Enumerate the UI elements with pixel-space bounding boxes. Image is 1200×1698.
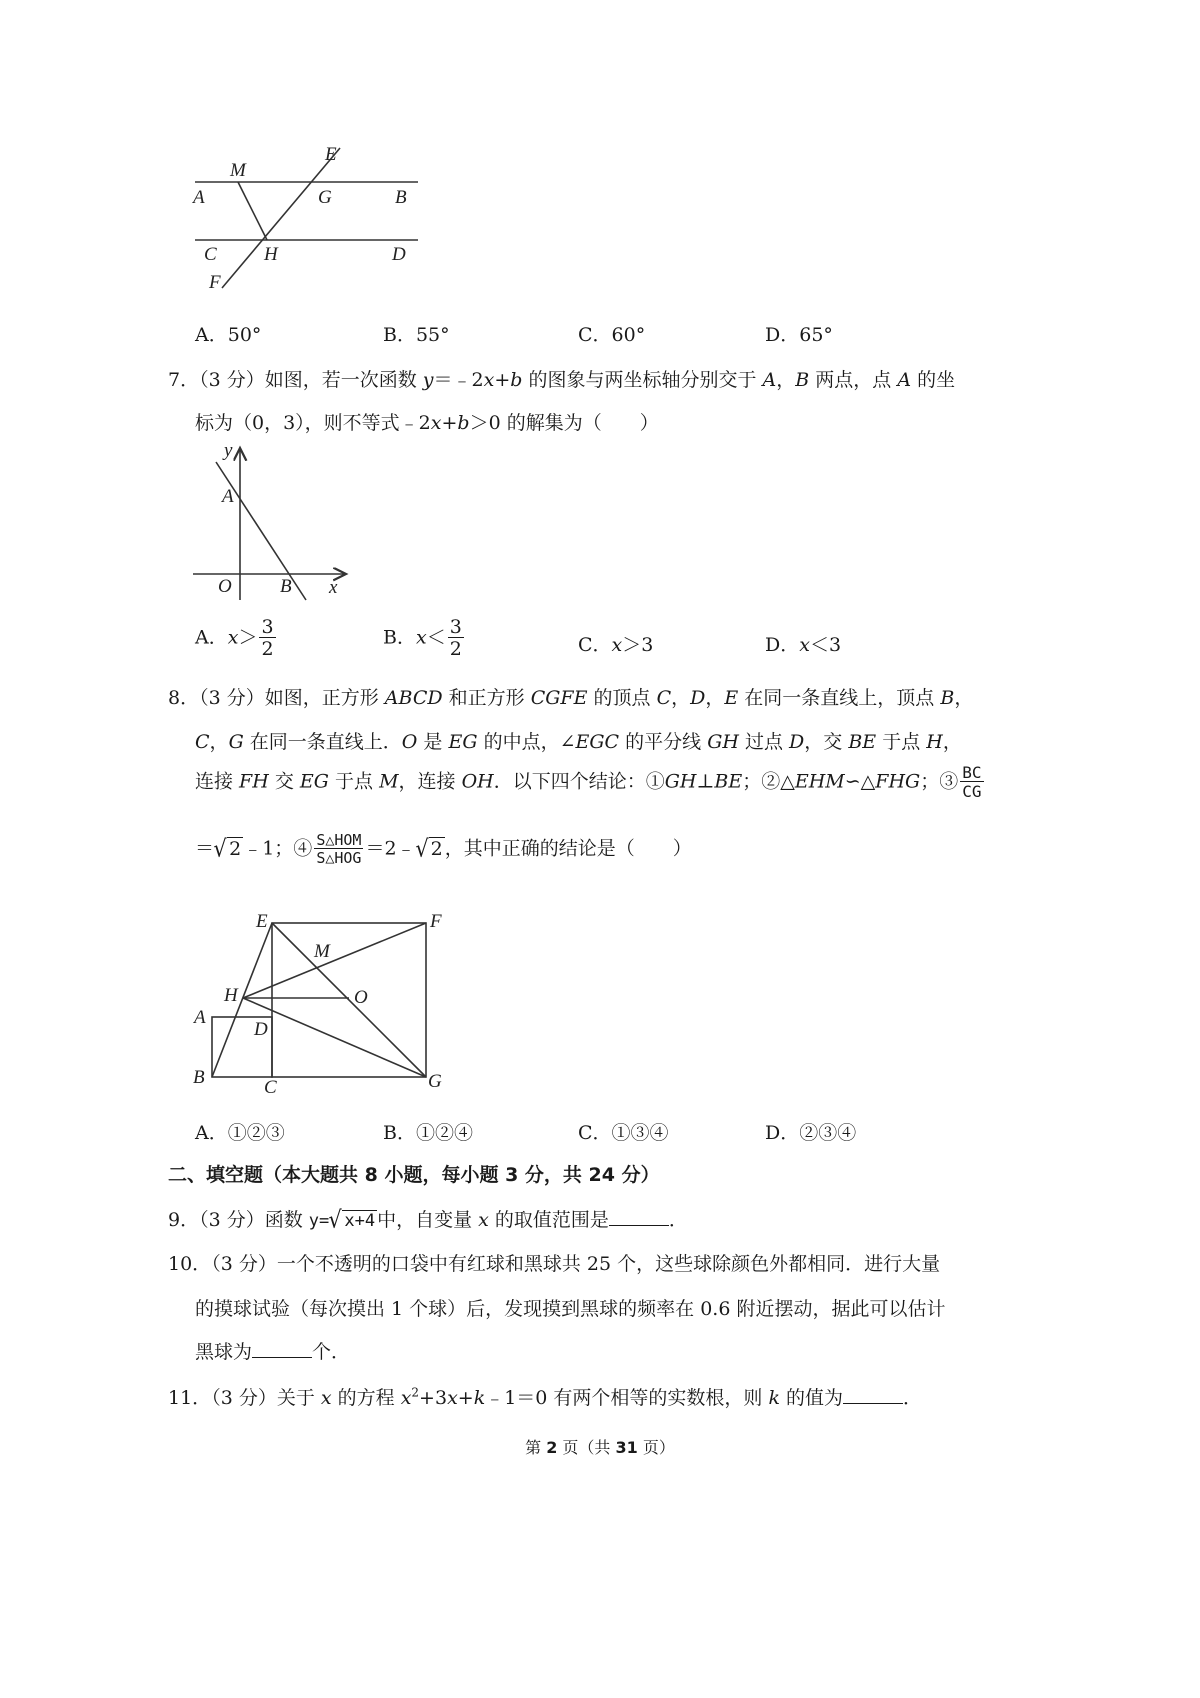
section-2-title: 二、填空题（本大题共 8 小题，每小题 3 分，共 24 分）	[168, 1164, 660, 1186]
total-pages: 31	[615, 1438, 638, 1457]
segment-hg	[243, 998, 426, 1077]
q10-line3: 黑球为 个．	[195, 1341, 351, 1363]
label-F: F	[209, 272, 221, 293]
q11-line: 11．（3 分）关于 x 的方程 $x^2+3x+k﹣1=0$ 有两个相等的实数根，则 k 的值为 ．	[168, 1385, 923, 1409]
q8-figure	[188, 905, 458, 1095]
q6-option-a: A．50°	[195, 324, 262, 346]
q8-line1: 8．（3 分）如图，正方形 ABCD 和正方形 CGFE 的顶点 C，D，E 在同一条直线上，顶点 B，	[168, 687, 974, 709]
label-O: O	[354, 987, 368, 1008]
label-O: O	[218, 576, 232, 597]
segment-eg	[272, 923, 426, 1077]
label-D: D	[392, 244, 406, 265]
label-A: A	[193, 187, 205, 208]
q6-option-b: B．55°	[383, 324, 450, 346]
label-M: M	[230, 160, 246, 181]
label-y: y	[224, 440, 233, 461]
q6-figure	[190, 140, 430, 300]
q8-option-a: A．①②③	[195, 1122, 285, 1144]
q8-option-b: B．①②④	[383, 1122, 473, 1144]
q6-option-d: D．65°	[765, 324, 833, 346]
label-C: C	[204, 244, 217, 265]
label-G: G	[318, 187, 332, 208]
current-page: 2	[546, 1438, 558, 1457]
label-M: M	[314, 941, 330, 962]
q8-area-ratio: $\frac{\text{S△HOM}}{\text{S△HOG}}$	[316, 831, 362, 867]
q8-option-d: D．②③④	[765, 1122, 857, 1144]
label-D: D	[254, 1019, 268, 1040]
q9-line: 9．（3 分）函数 y=√ x+4 中，自变量 x 的取值范围是 ．	[168, 1206, 688, 1234]
label-B: B	[280, 576, 292, 597]
segment-be	[212, 923, 272, 1077]
q7-figure	[188, 440, 358, 605]
q7-line2: 标为（0，3），则不等式﹣2x+b＞0 的解集为（ ）	[195, 412, 659, 434]
q6-option-c: C．60°	[578, 324, 646, 346]
q7-option-c: C．x＞3	[578, 634, 654, 656]
q7-line1: 7．（3 分）如图，若一次函数 y＝﹣2x+b 的图象与两坐标轴分别交于 A，B 两点，点 A 的坐	[168, 369, 956, 391]
q11-answer-blank[interactable]	[843, 1385, 903, 1404]
q7-option-d: D．x＜3	[765, 634, 842, 656]
page-footer: 第 2 页（共 31 页）	[525, 1438, 675, 1457]
label-A: A	[222, 486, 234, 507]
q9-answer-blank[interactable]	[609, 1207, 669, 1226]
segment-hf	[243, 923, 426, 998]
q8-bc-cg-fraction: $\frac{BC}{CG}$	[962, 763, 982, 801]
q8-line3: 连接 FH 交 EG 于点 M，连接 OH．以下四个结论：①GH⊥BE；②△EHM∽△FHG；③ $\frac{BC}{CG}$	[195, 763, 982, 801]
label-H: H	[224, 985, 238, 1006]
label-E: E	[325, 144, 337, 165]
q10-line1: 10．（3 分）一个不透明的口袋中有红球和黑球共 25 个，这些球除颜色外都相同．进行大量	[168, 1253, 941, 1275]
label-x: x	[329, 577, 338, 598]
q10-line2: 的摸球试验（每次摸出 1 个球）后，发现摸到黑球的频率在 0.6 附近摆动，据此可以估计	[195, 1298, 946, 1320]
q7-option-a: A．x＞ $\frac{3}{2}$	[195, 616, 274, 660]
label-G: G	[428, 1071, 442, 1092]
label-H: H	[264, 244, 278, 265]
label-B: B	[395, 187, 407, 208]
label-F: F	[430, 911, 442, 932]
label-B: B	[193, 1067, 205, 1088]
label-A: A	[194, 1007, 206, 1028]
q10-answer-blank[interactable]	[252, 1339, 312, 1358]
label-E: E	[256, 911, 268, 932]
q8-line2: C，G 在同一条直线上．O 是 EG 的中点，∠EGC 的平分线 GH 过点 D，交 BE 于点 H，	[195, 731, 962, 753]
q8-option-c: C．①③④	[578, 1122, 669, 1144]
q7-option-b: B．x＜ $\frac{3}{2}$	[383, 616, 462, 660]
label-C: C	[264, 1077, 277, 1095]
q8-line4: ＝√ 2 ﹣1；④ $\frac{\text{S△HOM}}{\text{S△HOG}}$ ＝2﹣√ 2 ，其中正确的结论是（ ）	[195, 831, 692, 867]
line-mh	[238, 182, 267, 240]
